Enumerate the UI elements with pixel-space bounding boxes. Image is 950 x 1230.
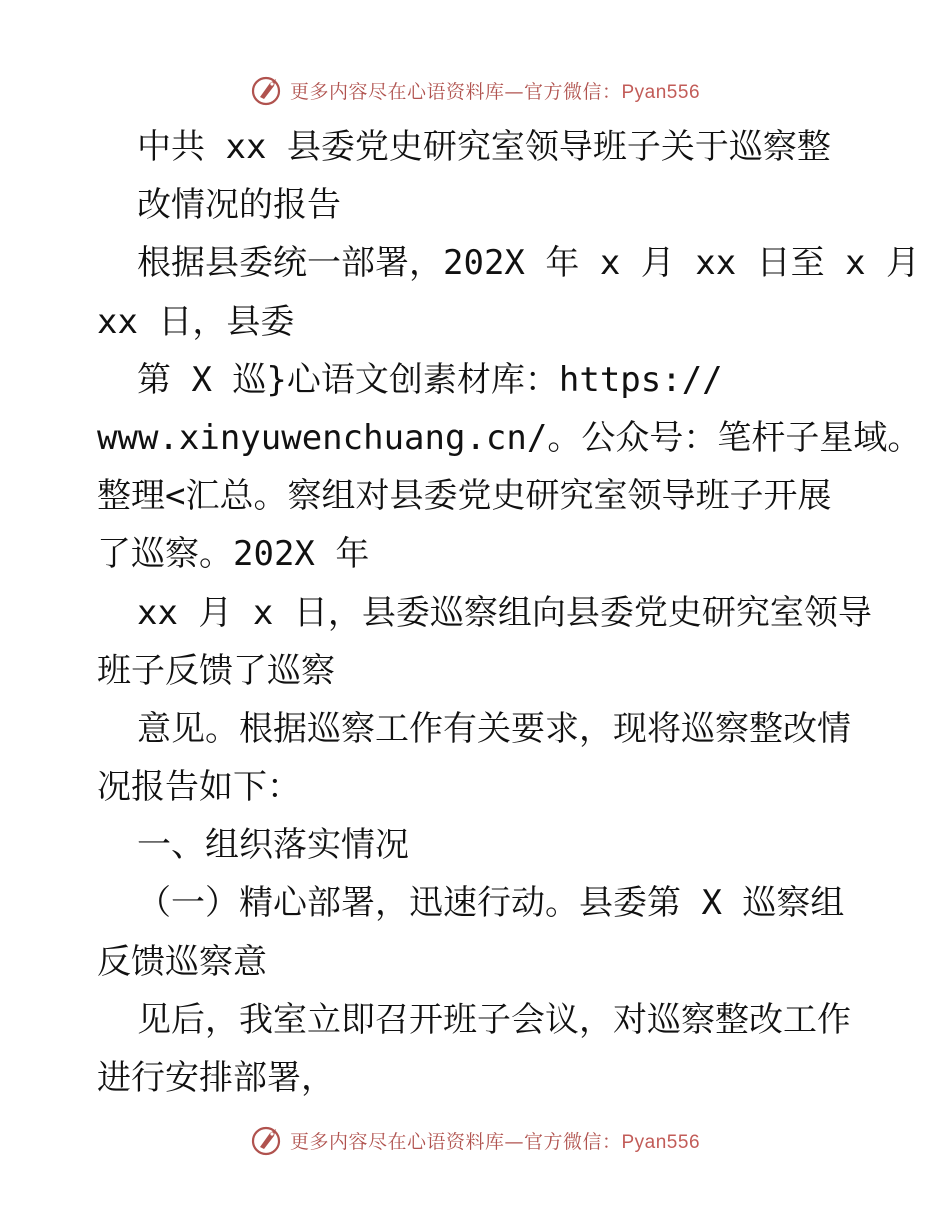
pen-nib-logo-icon <box>250 1123 284 1157</box>
text-line: 第 X 巡}心语文创素材库：https:// <box>137 359 723 400</box>
document-body <box>97 118 922 1107</box>
text-line: 中共 xx 县委党史研究室领导班子关于巡察整 <box>137 127 831 167</box>
footer-banner-account: Pyan556 <box>621 1131 701 1153</box>
footer-banner-text <box>290 1127 700 1154</box>
text-line: 反馈巡察意 <box>97 941 267 982</box>
footer-banner-label: 更多内容尽在心语资料库—官方微信： <box>289 1130 622 1153</box>
text-line: 意见。根据巡察工作有关要求，现将巡察整改情 <box>137 708 851 749</box>
text-line: （一）精心部署，迅速行动。县委第 X 巡察组 <box>137 883 845 924</box>
text-line: xx 月 x 日，县委巡察组向县委党史研究室领导 <box>137 592 872 633</box>
text-line: 进行安排部署， <box>97 1058 335 1098</box>
header-banner-text <box>290 77 700 104</box>
text-line: 见后，我室立即召开班子会议，对巡察整改工作 <box>137 999 851 1040</box>
header-banner-account: Pyan556 <box>621 81 701 103</box>
text-line: www.xinyuwenchuang.cn/。公众号：笔杆子星域。 <box>97 417 922 458</box>
header-banner-label: 更多内容尽在心语资料库—官方微信： <box>289 80 622 103</box>
text-line: 改情况的报告 <box>137 185 341 226</box>
pen-nib-logo-icon <box>250 73 284 107</box>
text-line: 了巡察。202X 年 <box>97 534 370 575</box>
text-line: 一、组织落实情况 <box>137 825 409 866</box>
text-line: xx 日，县委 <box>97 301 295 342</box>
text-line: 班子反馈了巡察 <box>97 650 335 691</box>
footer-banner <box>0 1120 950 1160</box>
header-banner <box>0 70 950 110</box>
text-line: 整理<汇总。察组对县委党史研究室领导班子开展 <box>97 476 832 517</box>
text-line: 根据县委统一部署，202X 年 x 月 xx 日至 x 月 <box>137 243 921 284</box>
text-line: 况报告如下： <box>97 767 301 808</box>
